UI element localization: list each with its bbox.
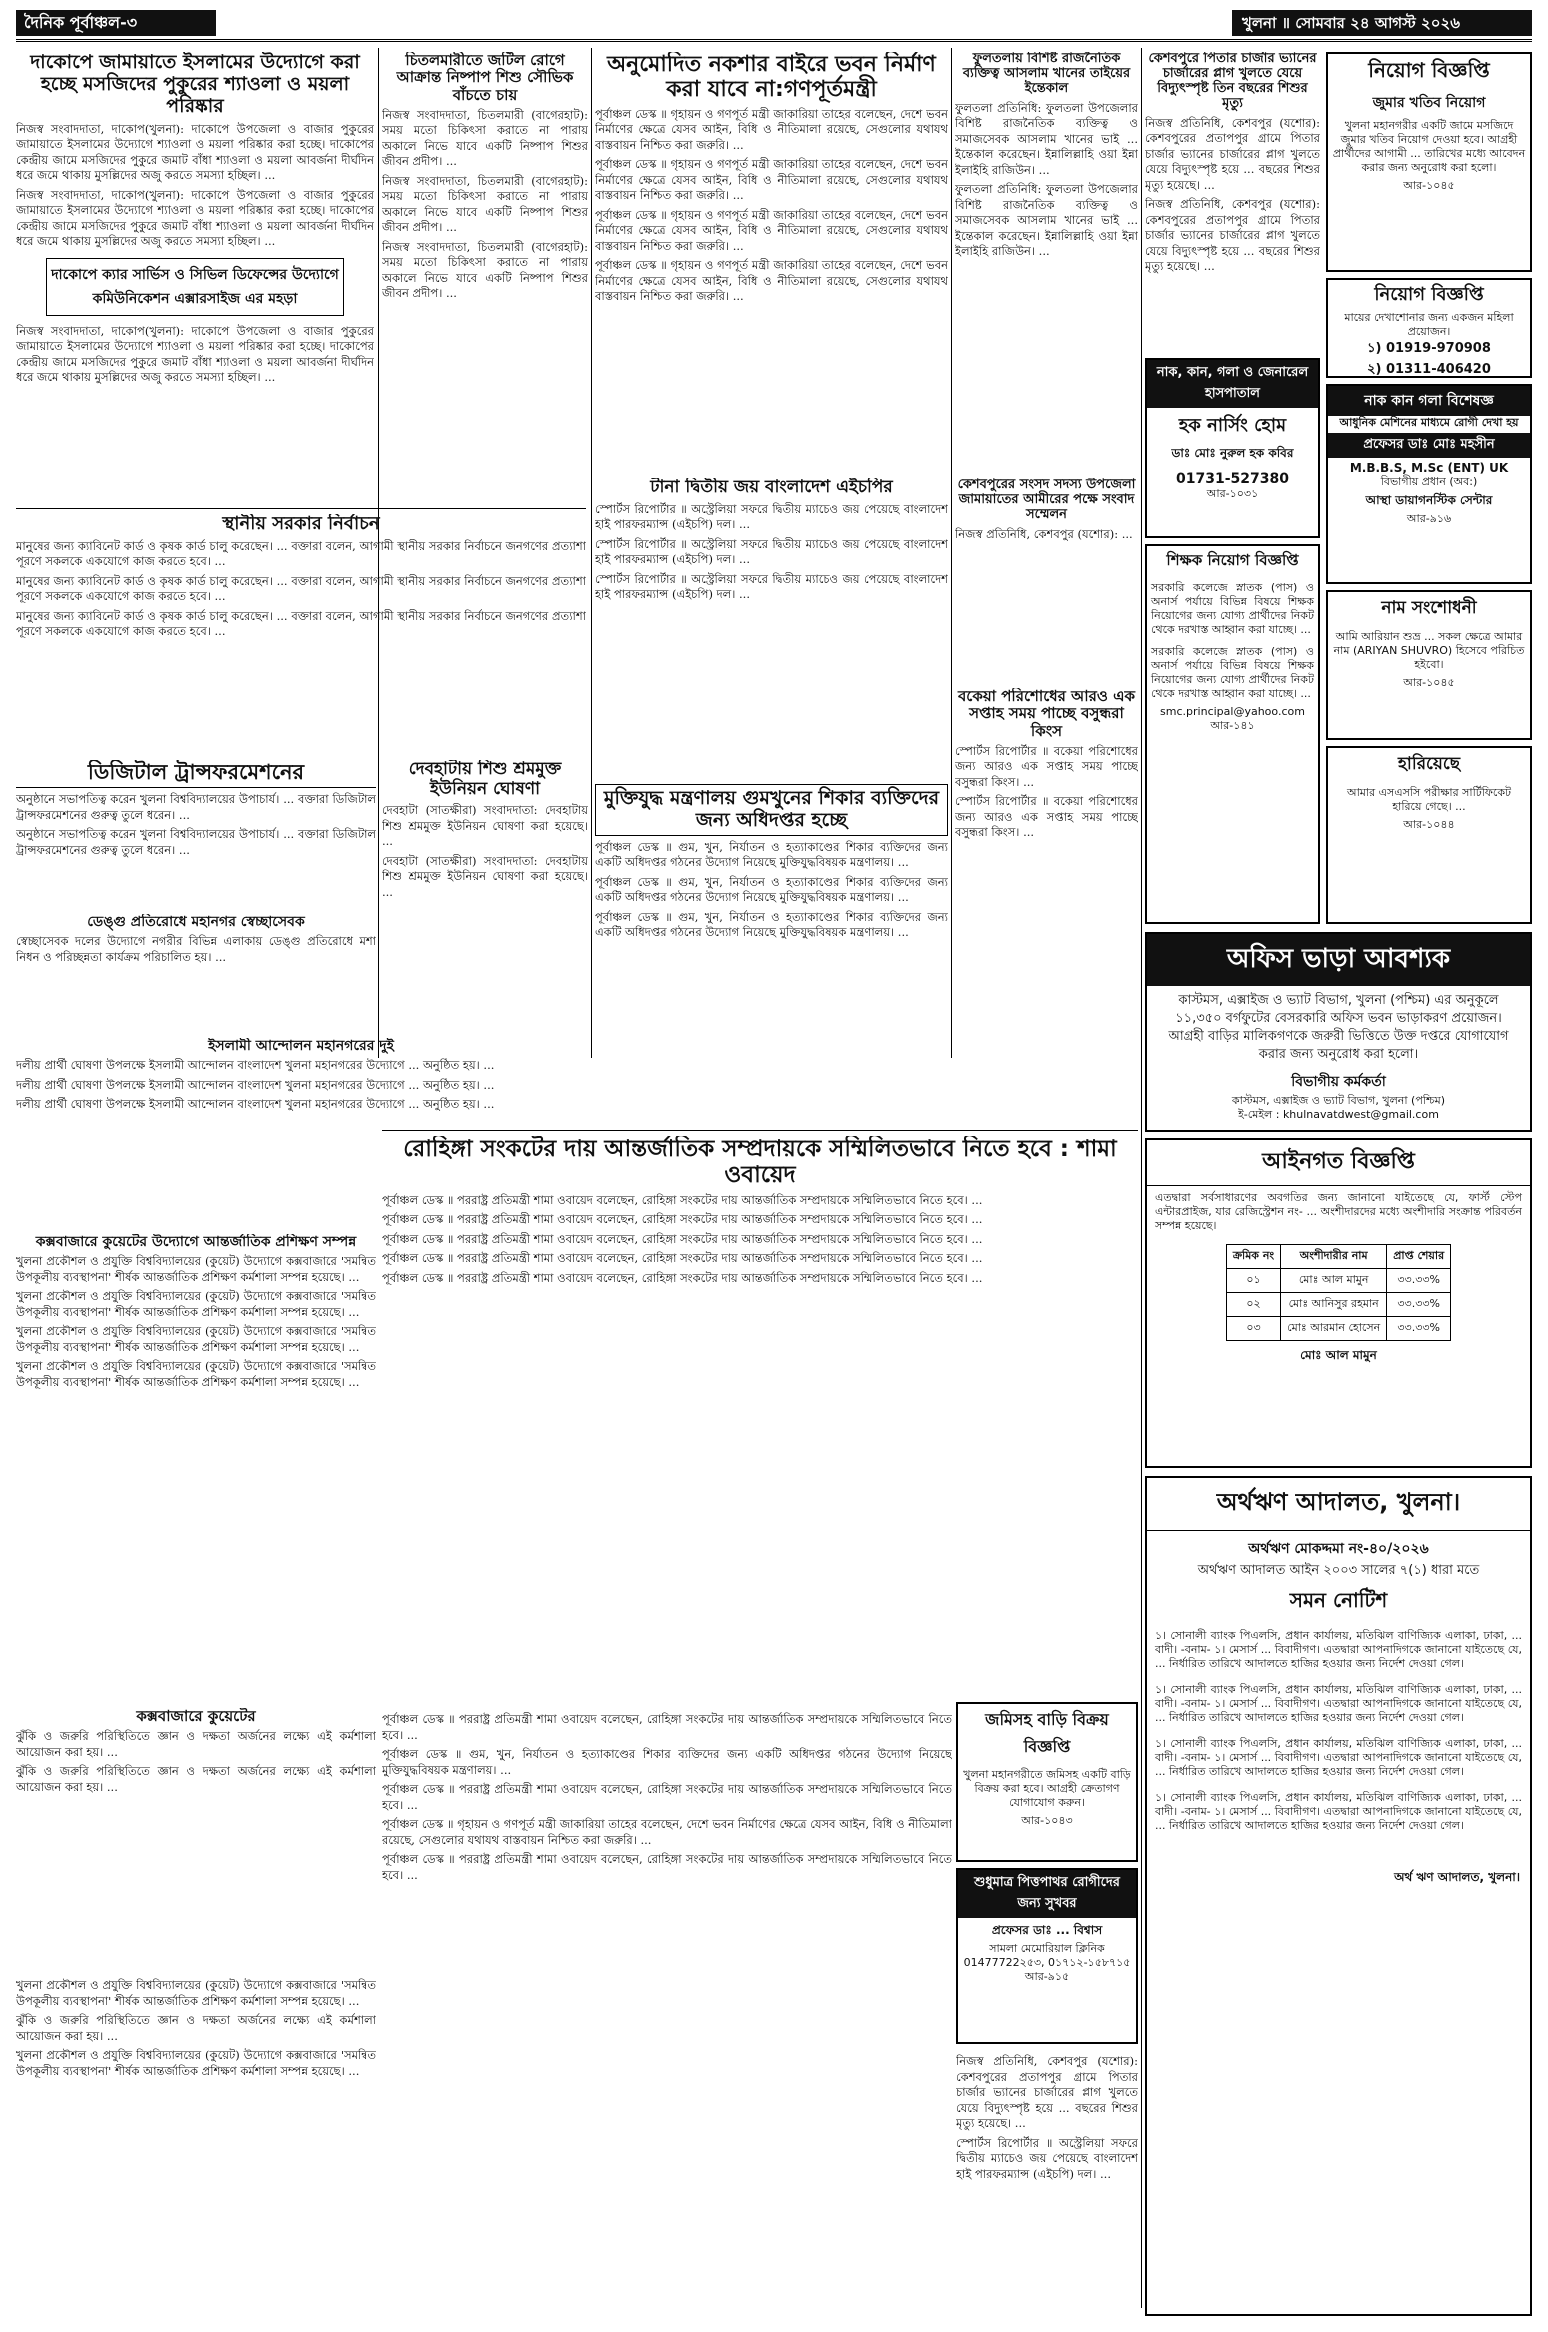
headline: কক্সবাজারে কুয়েটের উদ্যোগে আন্তর্জাতিক প্রশিক্ষণ সম্পন্ন bbox=[35, 1234, 357, 1250]
article-body: নিজস্ব সংবাদদাতা, চিতলমারী (বাগেরহাট): সময় মতো চিকিৎসা করাতে না পারায় অকালে নিভে যাবে একটি নিষ্পাপ শিশুর জীবন প্রদীপ। ... bbox=[382, 239, 588, 301]
ad-title: অফিস ভাড়া আবশ্যক bbox=[1147, 934, 1530, 986]
act-reference: অর্থঋণ আদালত আইন ২০০৩ সালের ৭(১) ধারা মতে bbox=[1197, 1563, 1480, 1578]
article-body: ফুলতলা প্রতিনিধি: ফুলতলা উপজেলার বিশিষ্ট রাজনৈতিক ব্যক্তিত্ব ও সমাজসেবক আসলাম খানের ভাই ... ইন্তেকাল করেছেন। ইন্নালিল্লাহি ওয়া ইন্না ইলাইহি রাজিউন। ... bbox=[955, 182, 1138, 259]
headline: ফুলতলায় বিশিষ্ট রাজনৈতিক ব্যক্তিত্ব আসলাম খানের তাইয়ের ইন্তেকাল bbox=[962, 52, 1131, 96]
center-name: সামলা মেমোরিয়াল ক্লিনিক bbox=[989, 1942, 1105, 1955]
phone: 01477722২৫৩, 0১৭১২-১৫৮৭১৫ bbox=[963, 1956, 1131, 1969]
date-line: খুলনা ॥ সোমবার ২৪ আগস্ট ২০২৬ bbox=[1232, 10, 1532, 36]
article-body: পূর্বাঞ্চল ডেস্ক ॥ পররাষ্ট্র প্রতিমন্ত্রী শামা ওবায়েদ বলেছেন, রোহিঙ্গা সংকটের দায় আন্তর্জাতিক সম্প্রদায়কে সম্মিলিতভাবে নিতে হবে। ... bbox=[382, 1231, 983, 1246]
ad-code: আর-১০৪৫ bbox=[1403, 179, 1455, 192]
subheadline: দাকোপে ক্যার সার্ভিস ও সিভিল ডিফেন্সের উদ্যোগে কমিউনিকেশন এক্সারসাইজ এর মহড়া bbox=[46, 258, 344, 316]
article-body: খুলনা প্রকৌশল ও প্রযুক্তি বিশ্ববিদ্যালয়ের (কুয়েট) উদ্যোগে কক্সবাজারে 'সমন্বিত উপকূলীয় ব্যবস্থাপনা' শীর্ষক আন্তর্জাতিক প্রশিক্ষণ কর্মশালা সম্পন্ন হয়েছে। ... bbox=[16, 1254, 376, 1284]
article-body: পূর্বাঞ্চল ডেস্ক ॥ গৃহায়ন ও গণপূর্ত মন্ত্রী জাকারিয়া তাহের বলেছেন, দেশে ভবন নির্মাণের ক্ষেত্রে যেসব আইন, বিধি ও নীতিমালা রয়েছে, সেগুলোর যথাযথ বাস্তবায়ন নিশ্চিত করা জরুরি। ... bbox=[595, 258, 948, 304]
headline: কেশবপুরের সংসদ সদস্য উপজেলা জামায়াতের আমীরের পক্ষে সংবাদ সম্মেলন bbox=[957, 478, 1136, 522]
ad-niyog-khotib bbox=[1326, 52, 1532, 272]
phone-2: ২) 01311-406420 bbox=[1367, 362, 1491, 377]
headline: অনুমোদিত নকশার বাইরে ভবন নির্মাণ করা যাবে না:গণপূর্তমন্ত্রী bbox=[607, 52, 936, 103]
article-body: নিজস্ব সংবাদদাতা, চিতলমারী (বাগেরহাট): সময় মতো চিকিৎসা করাতে না পারায় অকালে নিভে যাবে একটি নিষ্পাপ শিশুর জীবন প্রদীপ। ... bbox=[382, 173, 588, 235]
ad-naam-songshodhoni bbox=[1326, 590, 1532, 740]
department: বিভাগীয় প্রধান (অব:) bbox=[1380, 475, 1478, 488]
divider bbox=[16, 508, 586, 509]
ad-body: ১। সোনালী ব্যাংক পিএলসি, প্রধান কার্যালয়, মতিঝিল বাণিজ্যিক এলাকা, ঢাকা, ... বাদী। -বনাম- ১। মেসার্স ... বিবাদীগণ। এতদ্বারা আপনাদিগকে জানানো যাইতেছে যে, ... নির্ধারিত তারিখে আদালতে হাজির হওয়ার জন্য নির্দেশ দেওয়া গেল। bbox=[1155, 1791, 1522, 1832]
notice-title: সমন নোটিশ bbox=[1289, 1588, 1388, 1612]
article-body: নিজস্ব সংবাদদাতা, চিতলমারী (বাগেরহাট): সময় মতো চিকিৎসা করাতে না পারায় অকালে নিভে যাবে একটি নিষ্পাপ শিশুর জীবন প্রদীপ। ... bbox=[382, 107, 588, 169]
article-body: নিজস্ব সংবাদদাতা, দাকোপ(খুলনা): দাকোপে উপজেলা ও বাজার পুকুরের জামায়াতে ইসলামের উদ্যোগে শ্যাওলা ও ময়লা পরিষ্কার করা হচ্ছে। দাকোপের কেন্দ্রীয় জামে মসজিদের পুকুরে জমাট বাঁধা শ্যাওলা ও ময়লা আবর্জনা দীর্ঘদিন ধরে জমে থাকায় মুসল্লিদের অজু করতে সমস্যা হচ্ছিল। ... bbox=[16, 323, 374, 385]
article-body: খুলনা প্রকৌশল ও প্রযুক্তি বিশ্ববিদ্যালয়ের (কুয়েট) উদ্যোগে কক্সবাজারে 'সমন্বিত উপকূলীয় ব্যবস্থাপনা' শীর্ষক আন্তর্জাতিক প্রশিক্ষণ কর্মশালা সম্পন্ন হয়েছে। ... bbox=[16, 1289, 376, 1319]
article-body: নিজস্ব প্রতিনিধি, কেশবপুর (যশোর): কেশবপুরের প্রতাপপুর গ্রামে পিতার চার্জার ভ্যানের চার্জারের প্লাগ খুলতে যেয়ে বিদ্যুৎস্পৃষ্ট হয়ে ... বছরের শিশুর মৃত্যু হয়েছে। ... bbox=[1145, 197, 1320, 274]
article-body: পূর্বাঞ্চল ডেস্ক ॥ গৃহায়ন ও গণপূর্ত মন্ত্রী জাকারিয়া তাহের বলেছেন, দেশে ভবন নির্মাণের ক্ষেত্রে যেসব আইন, বিধি ও নীতিমালা রয়েছে, সেগুলোর যথাযথ বাস্তবায়ন নিশ্চিত করা জরুরি। ... bbox=[595, 157, 948, 203]
divider bbox=[382, 1130, 1138, 1131]
article-phultala bbox=[955, 52, 1138, 272]
article-body: পূর্বাঞ্চল ডেস্ক ॥ পররাষ্ট্র প্রতিমন্ত্রী শামা ওবায়েদ বলেছেন, রোহিঙ্গা সংকটের দায় আন্তর্জাতিক সম্প্রদায়কে সম্মিলিতভাবে নিতে হবে। ... bbox=[382, 1212, 983, 1227]
article-body: স্পোর্টস রিপোর্টার ॥ অস্ট্রেলিয়া সফরে দ্বিতীয় ম্যাচেও জয় পেয়েছে বাংলাদেশ হাই পারফরম্যান্স (এইচপি) দল। ... bbox=[595, 501, 948, 532]
article-rohingya bbox=[382, 1136, 1138, 1696]
ad-title: জমিসহ বাড়ি বিক্রয় বিজ্ঞপ্তি bbox=[985, 1710, 1109, 1756]
ad-title: অর্থঋণ আদালত, খুলনা। bbox=[1147, 1478, 1530, 1531]
page-label: দৈনিক পূর্বাঞ্চল-৩ bbox=[16, 10, 216, 36]
ad-body: ১। সোনালী ব্যাংক পিএলসি, প্রধান কার্যালয়, মতিঝিল বাণিজ্যিক এলাকা, ঢাকা, ... বাদী। -বনাম- ১। মেসার্স ... বিবাদীগণ। এতদ্বারা আপনাদিগকে জানানো যাইতেছে যে, ... নির্ধারিত তারিখে আদালতে হাজির হওয়ার জন্য নির্দেশ দেওয়া গেল। bbox=[1155, 1629, 1522, 1670]
ad-code: আর-১০৪৫ bbox=[1403, 676, 1455, 689]
ad-body: খুলনা মহানগরীর একটি জামে মসজিদে জুমার খতিব নিয়োগ দেওয়া হবে। আগ্রহী প্রার্থীদের আগামী ... তারিখের মধ্যে আবেদন করার জন্য অনুরোধ করা হলো। bbox=[1332, 119, 1526, 174]
ad-hoque-nursing bbox=[1145, 358, 1320, 538]
article-body: পূর্বাঞ্চল ডেস্ক ॥ পররাষ্ট্র প্রতিমন্ত্রী শামা ওবায়েদ বলেছেন, রোহিঙ্গা সংকটের দায় আন্তর্জাতিক সম্প্রদায়কে সম্মিলিতভাবে নিতে হবে। ... bbox=[382, 1852, 952, 1882]
ad-niyog-mohila bbox=[1326, 278, 1532, 378]
article-digital bbox=[16, 760, 376, 910]
article-body: পূর্বাঞ্চল ডেস্ক ॥ গুম, খুন, নির্যাতন ও হত্যাকাণ্ডের শিকার ব্যক্তিদের জন্য একটি অধিদপ্তর গঠনের উদ্যোগ নিয়েছে মুক্তিযুদ্ধবিষয়ক মন্ত্রণালয়। ... bbox=[595, 909, 948, 940]
article-rohingya-cont bbox=[382, 1708, 952, 2308]
article-body: পূর্বাঞ্চল ডেস্ক ॥ পররাষ্ট্র প্রতিমন্ত্রী শামা ওবায়েদ বলেছেন, রোহিঙ্গা সংকটের দায় আন্তর্জাতিক সম্প্রদায়কে সম্মিলিতভাবে নিতে হবে। ... bbox=[382, 1782, 952, 1812]
ad-code: আর-৯১৬ bbox=[1406, 512, 1452, 525]
table-header: প্রাপ্ত শেয়ার bbox=[1387, 1245, 1451, 1269]
article-body: দেবহাটা (সাতক্ষীরা) সংবাদদাতা: দেবহাটায় শিশু শ্রমমুক্ত ইউনিয়ন ঘোষণা করা হয়েছে। ... bbox=[382, 853, 588, 899]
ad-code: আর-১০৪৪ bbox=[1403, 818, 1455, 831]
ad-legal-notice bbox=[1145, 1138, 1532, 1468]
article-body: স্পোর্টস রিপোর্টার ॥ অস্ট্রেলিয়া সফরে দ্বিতীয় ম্যাচেও জয় পেয়েছে বাংলাদেশ হাই পারফরম্যান্স (এইচপি) দল। ... bbox=[956, 2135, 1138, 2181]
table-cell: মোঃ আনিসুর রহমান bbox=[1281, 1293, 1387, 1317]
article-body: স্বেচ্ছাসেবক দলের উদ্যোগে নগরীর বিভিন্ন এলাকায় ডেঙ্গু প্রতিরোধে মশা নিধন ও পরিচ্ছন্নতা কার্যক্রম পরিচালিত হয়। ... bbox=[16, 934, 376, 964]
article-body: পূর্বাঞ্চল ডেস্ক ॥ গুম, খুন, নির্যাতন ও হত্যাকাণ্ডের শিকার ব্যক্তিদের জন্য একটি অধিদপ্তর গঠনের উদ্যোগ নিয়েছে মুক্তিযুদ্ধবিষয়ক মন্ত্রণালয়। ... bbox=[595, 839, 948, 870]
headline: রোহিঙ্গা সংকটের দায় আন্তর্জাতিক সম্প্রদায়কে সম্মিলিতভাবে নিতে হবে : শামা ওবায়েদ bbox=[403, 1136, 1117, 1189]
ad-body: ১। সোনালী ব্যাংক পিএলসি, প্রধান কার্যালয়, মতিঝিল বাণিজ্যিক এলাকা, ঢাকা, ... বাদী। -বনাম- ১। মেসার্স ... বিবাদীগণ। এতদ্বারা আপনাদিগকে জানানো যাইতেছে যে, ... নির্ধারিত তারিখে আদালতে হাজির হওয়ার জন্য নির্দেশ দেওয়া গেল। bbox=[1155, 1683, 1522, 1724]
article-body: পূর্বাঞ্চল ডেস্ক ॥ পররাষ্ট্র প্রতিমন্ত্রী শামা ওবায়েদ বলেছেন, রোহিঙ্গা সংকটের দায় আন্তর্জাতিক সম্প্রদায়কে সম্মিলিতভাবে নিতে হবে। ... bbox=[382, 1712, 952, 1742]
ad-code: আর-১০৩১ bbox=[1206, 487, 1259, 500]
article-body: নিজস্ব সংবাদদাতা, দাকোপ(খুলনা): দাকোপে উপজেলা ও বাজার পুকুরের জামায়াতে ইসলামের উদ্যোগে শ্যাওলা ও ময়লা পরিষ্কার করা হচ্ছে। দাকোপের কেন্দ্রীয় জামে মসজিদের পুকুরে জমাট বাঁধা শ্যাওলা ও ময়লা আবর্জনা দীর্ঘদিন ধরে জমে থাকায় মুসল্লিদের অজু করতে সমস্যা হচ্ছিল। ... bbox=[16, 187, 374, 249]
ad-body: খুলনা মহানগরীতে জমিসহ একটি বাড়ি বিক্রয় করা হবে। আগ্রহী ক্রেতাগণ যোগাযোগ করুন। bbox=[963, 1768, 1131, 1809]
article-body: নিজস্ব সংবাদদাতা, দাকোপ(খুলনা): দাকোপে উপজেলা ও বাজার পুকুরের জামায়াতে ইসলামের উদ্যোগে শ্যাওলা ও ময়লা পরিষ্কার করা হচ্ছে। দাকোপের কেন্দ্রীয় জামে মসজিদের পুকুরে জমাট বাঁধা শ্যাওলা ও ময়লা আবর্জনা দীর্ঘদিন ধরে জমে থাকায় মুসল্লিদের অজু করতে সমস্যা হচ্ছিল। ... bbox=[16, 121, 374, 183]
table-cell: মোঃ আরমান হোসেন bbox=[1281, 1317, 1387, 1341]
article-body: স্পোর্টস রিপোর্টার ॥ অস্ট্রেলিয়া সফরে দ্বিতীয় ম্যাচেও জয় পেয়েছে বাংলাদেশ হাই পারফরম্যান্স (এইচপি) দল। ... bbox=[595, 571, 948, 602]
table-row bbox=[1226, 1293, 1450, 1317]
ad-subtitle: জুমার খতিব নিয়োগ bbox=[1372, 95, 1486, 111]
article-body: পূর্বাঞ্চল ডেস্ক ॥ গুম, খুন, নির্যাতন ও হত্যাকাণ্ডের শিকার ব্যক্তিদের জন্য একটি অধিদপ্তর গঠনের উদ্যোগ নিয়েছে মুক্তিযুদ্ধবিষয়ক মন্ত্রণালয়। ... bbox=[382, 1747, 952, 1777]
article-body: দেবহাটা (সাতক্ষীরা) সংবাদদাতা: দেবহাটায় শিশু শ্রমমুক্ত ইউনিয়ন ঘোষণা করা হয়েছে। ... bbox=[382, 803, 588, 849]
ad-body: ১। সোনালী ব্যাংক পিএলসি, প্রধান কার্যালয়, মতিঝিল বাণিজ্যিক এলাকা, ঢাকা, ... বাদী। -বনাম- ১। মেসার্স ... বিবাদীগণ। এতদ্বারা আপনাদিগকে জানানো যাইতেছে যে, ... নির্ধারিত তারিখে আদালতে হাজির হওয়ার জন্য নির্দেশ দেওয়া গেল। bbox=[1155, 1737, 1522, 1778]
article-body: পূর্বাঞ্চল ডেস্ক ॥ গৃহায়ন ও গণপূর্ত মন্ত্রী জাকারিয়া তাহের বলেছেন, দেশে ভবন নির্মাণের ক্ষেত্রে যেসব আইন, বিধি ও নীতিমালা রয়েছে, সেগুলোর যথাযথ বাস্তবায়ন নিশ্চিত করা জরুরি। ... bbox=[382, 1817, 952, 1847]
ad-subtitle: আধুনিক মেশিনের মাধ্যমে রোগী দেখা হয় bbox=[1339, 416, 1519, 429]
article-body: স্পোর্টস রিপোর্টার ॥ অস্ট্রেলিয়া সফরে দ্বিতীয় ম্যাচেও জয় পেয়েছে বাংলাদেশ হাই পারফরম্যান্স (এইচপি) দল। ... bbox=[595, 536, 948, 567]
article-body: স্পোর্টস রিপোর্টার ॥ বকেয়া পরিশোধের জন্য আরও এক সপ্তাহ সময় পাচ্ছে বসুন্ধরা কিংস। ... bbox=[955, 743, 1138, 789]
article-body: ঝুঁকি ও জরুরি পরিস্থিতিতে জ্ঞান ও দক্ষতা অর্জনের লক্ষ্যে এই কর্মশালা আয়োজন করা হয়। ... bbox=[16, 2013, 376, 2043]
article-keshabpur bbox=[1145, 52, 1320, 352]
ad-title: নাক, কান, গলা ও জেনারেল হাসপাতাল bbox=[1147, 360, 1318, 408]
article-coxs-2 bbox=[16, 1708, 376, 1968]
article-body: অনুষ্ঠানে সভাপতিত্ব করেন খুলনা বিশ্ববিদ্যালয়ের উপাচার্য। ... বক্তারা ডিজিটাল ট্রান্সফরমেশনের গুরুত্ব তুলে ধরেন। ... bbox=[16, 827, 376, 857]
doctor-name: প্রফেসর ডাঃ মোঃ মহসীন bbox=[1328, 433, 1530, 458]
newspaper-page bbox=[16, 8, 1532, 2324]
ad-jomi-bari bbox=[956, 1702, 1138, 1862]
headline: বকেয়া পরিশোধের আরও এক সপ্তাহ সময় পাচ্ছে বসুন্ধরা কিংস bbox=[957, 688, 1136, 740]
article-body: খুলনা প্রকৌশল ও প্রযুক্তি বিশ্ববিদ্যালয়ের (কুয়েট) উদ্যোগে কক্সবাজারে 'সমন্বিত উপকূলীয় ব্যবস্থাপনা' শীর্ষক আন্তর্জাতিক প্রশিক্ষণ কর্মশালা সম্পন্ন হয়েছে। ... bbox=[16, 2048, 376, 2078]
ad-title: নিয়োগ বিজ্ঞপ্তি bbox=[1374, 284, 1484, 305]
article-misc bbox=[956, 2050, 1138, 2314]
article-body: অনুষ্ঠানে সভাপতিত্ব করেন খুলনা বিশ্ববিদ্যালয়ের উপাচার্য। ... বক্তারা ডিজিটাল ট্রান্সফরমেশনের গুরুত্ব তুলে ধরেন। ... bbox=[16, 792, 376, 822]
headline: দেবহাটায় শিশু শ্রমমুক্ত ইউনিয়ন ঘোষণা bbox=[408, 760, 562, 799]
ad-pittopathor bbox=[956, 1868, 1138, 2044]
table-header: অংশীদারীর নাম bbox=[1281, 1245, 1387, 1269]
masthead bbox=[16, 8, 1532, 42]
article-dacope bbox=[16, 52, 374, 502]
headline: চিতলমারীতে জটিল রোগে আক্রান্ত নিষ্পাপ শিশু সৌভিক বাঁচতে চায় bbox=[396, 52, 574, 104]
ad-title: নাক কান গলা বিশেষজ্ঞ bbox=[1328, 386, 1530, 416]
doctor-name: ডাঃ মোঃ নুরুল হক কবির bbox=[1171, 446, 1294, 460]
article-body: দলীয় প্রার্থী ঘোষণা উপলক্ষে ইসলামী আন্দোলন বাংলাদেশ খুলনা মহানগরের উদ্যোগে ... অনুষ্ঠিত হয়। ... bbox=[16, 1058, 495, 1073]
article-body: মানুষের জন্য ক্যাবিনেট কার্ড ও কৃষক কার্ড চালু করেছেন। ... বক্তারা বলেন, আগামী স্থানীয় সরকার নির্বাচনে জনগণের প্রত্যাশা পূরণে সকলকে একযোগে কাজ করতে হবে। ... bbox=[16, 538, 586, 569]
email: smc.principal@yahoo.com bbox=[1160, 705, 1305, 718]
table-cell: মোঃ আল মামুন bbox=[1281, 1269, 1387, 1293]
article-body: খুলনা প্রকৌশল ও প্রযুক্তি বিশ্ববিদ্যালয়ের (কুয়েট) উদ্যোগে কক্সবাজারে 'সমন্বিত উপকূলীয় ব্যবস্থাপনা' শীর্ষক আন্তর্জাতিক প্রশিক্ষণ কর্মশালা সম্পন্ন হয়েছে। ... bbox=[16, 1324, 376, 1354]
article-body: স্পোর্টস রিপোর্টার ॥ বকেয়া পরিশোধের জন্য আরও এক সপ্তাহ সময় পাচ্ছে বসুন্ধরা কিংস। ... bbox=[955, 794, 1138, 840]
ad-body: আমার এসএসসি পরীক্ষার সার্টিফিকেট হারিয়ে গেছে। ... bbox=[1346, 786, 1512, 813]
article-body: পূর্বাঞ্চল ডেস্ক ॥ পররাষ্ট্র প্রতিমন্ত্রী শামা ওবায়েদ বলেছেন, রোহিঙ্গা সংকটের দায় আন্তর্জাতিক সম্প্রদায়কে সম্মিলিতভাবে নিতে হবে। ... bbox=[382, 1270, 983, 1285]
ad-title: শিক্ষক নিয়োগ বিজ্ঞপ্তি bbox=[1166, 551, 1299, 569]
ad-title: নাম সংশোধনী bbox=[1381, 598, 1477, 618]
ad-title: শুধুমাত্র পিত্তপাথর রোগীদের জন্য সুখবর bbox=[958, 1870, 1136, 1918]
case-number: অর্থঋণ মোকদ্দমা নং-৪০/২০২৬ bbox=[1248, 1541, 1429, 1557]
article-body: পূর্বাঞ্চল ডেস্ক ॥ গুম, খুন, নির্যাতন ও হত্যাকাণ্ডের শিকার ব্যক্তিদের জন্য একটি অধিদপ্তর গঠনের উদ্যোগ নিয়েছে মুক্তিযুদ্ধবিষয়ক মন্ত্রণালয়। ... bbox=[595, 874, 948, 905]
headline: টানা দ্বিতীয় জয় বাংলাদেশ এইচপির bbox=[650, 478, 893, 497]
article-body: নিজস্ব প্রতিনিধি, কেশবপুর (যশোর): কেশবপুরের প্রতাপপুর গ্রামে পিতার চার্জার ভ্যানের চার্জারের প্লাগ খুলতে যেয়ে বিদ্যুৎস্পৃষ্ট হয়ে ... বছরের শিশুর মৃত্যু হয়েছে। ... bbox=[1145, 115, 1320, 192]
ad-body: মায়ের দেখাশোনার জন্য একজন মহিলা প্রয়োজন। bbox=[1344, 311, 1514, 338]
article-muktijuddho bbox=[595, 784, 948, 1124]
column-rule bbox=[1141, 48, 1142, 2308]
degree: M.B.B.S, M.Sc (ENT) UK bbox=[1349, 461, 1509, 475]
article-debhata bbox=[382, 760, 588, 1010]
article-body: পূর্বাঞ্চল ডেস্ক ॥ পররাষ্ট্র প্রতিমন্ত্রী শামা ওবায়েদ বলেছেন, রোহিঙ্গা সংকটের দায় আন্তর্জাতিক সম্প্রদায়কে সম্মিলিতভাবে নিতে হবে। ... bbox=[382, 1192, 983, 1207]
article-bokeya bbox=[955, 688, 1138, 1048]
department: কাস্টমস, এক্সাইজ ও ভ্যাট বিভাগ, খুলনা (পশ্চিম) bbox=[1231, 1094, 1446, 1107]
article-coxs bbox=[16, 1234, 376, 1704]
article-body: পূর্বাঞ্চল ডেস্ক ॥ গৃহায়ন ও গণপূর্ত মন্ত্রী জাকারিয়া তাহের বলেছেন, দেশে ভবন নির্মাণের ক্ষেত্রে যেসব আইন, বিধি ও নীতিমালা রয়েছে, সেগুলোর যথাযথ বাস্তবায়ন নিশ্চিত করা জরুরি। ... bbox=[595, 207, 948, 253]
email: ই-মেইল : khulnavatdwest@gmail.com bbox=[1238, 1108, 1439, 1121]
ad-name: হক নার্সিং হোম bbox=[1178, 415, 1287, 436]
ad-body: সরকারি কলেজে স্নাতক (পাস) ও অনার্স পর্যায়ে বিভিন্ন বিষয়ে শিক্ষক নিয়োগের জন্য যোগ্য প্রার্থীদের নিকট থেকে দরখাস্ত আহ্বান করা যাচ্ছে। ... bbox=[1151, 581, 1314, 636]
article-body: খুলনা প্রকৌশল ও প্রযুক্তি বিশ্ববিদ্যালয়ের (কুয়েট) উদ্যোগে কক্সবাজারে 'সমন্বিত উপকূলীয় ব্যবস্থাপনা' শীর্ষক আন্তর্জাতিক প্রশিক্ষণ কর্মশালা সম্পন্ন হয়েছে। ... bbox=[16, 1359, 376, 1389]
court-footer: অর্থ ঋণ আদালত, খুলনা। bbox=[1394, 1870, 1520, 1884]
article-body: পূর্বাঞ্চল ডেস্ক ॥ গৃহায়ন ও গণপূর্ত মন্ত্রী জাকারিয়া তাহের বলেছেন, দেশে ভবন নির্মাণের ক্ষেত্রে যেসব আইন, বিধি ও নীতিমালা রয়েছে, সেগুলোর যথাযথ বাস্তবায়ন নিশ্চিত করা জরুরি। ... bbox=[595, 106, 948, 152]
phone: 01731-527380 bbox=[1176, 471, 1289, 487]
headline: মুক্তিযুদ্ধ মন্ত্রণালয় গুমখুনের শিকার ব্যক্তিদের জন্য অধিদপ্তর হচ্ছে bbox=[595, 784, 948, 836]
article-body: ঝুঁকি ও জরুরি পরিস্থিতিতে জ্ঞান ও দক্ষতা অর্জনের লক্ষ্যে এই কর্মশালা আয়োজন করা হয়। ... bbox=[16, 1764, 376, 1794]
column-rule bbox=[591, 48, 592, 1058]
phone-1: ১) 01919-970908 bbox=[1367, 341, 1491, 356]
article-sthanio bbox=[16, 514, 586, 754]
ad-hariyeche bbox=[1326, 746, 1532, 924]
ad-shikkhok-niyog bbox=[1145, 544, 1320, 924]
signer: মোঃ আল মামুন bbox=[1300, 1348, 1377, 1362]
article-body: পূর্বাঞ্চল ডেস্ক ॥ পররাষ্ট্র প্রতিমন্ত্রী শামা ওবায়েদ বলেছেন, রোহিঙ্গা সংকটের দায় আন্তর্জাতিক সম্প্রদায়কে সম্মিলিতভাবে নিতে হবে। ... bbox=[382, 1251, 983, 1266]
table-cell: ৩৩.৩৩% bbox=[1387, 1317, 1451, 1341]
ad-title: আইনগত বিজ্ঞপ্তি bbox=[1147, 1140, 1530, 1186]
ad-office-rent bbox=[1145, 932, 1532, 1132]
headline: কেশবপুরে পিতার চার্জার ভ্যানের চার্জারের প্লাগ খুলতে যেয়ে বিদ্যুৎস্পৃষ্ট তিন বছরের শিশুর মৃত্যু bbox=[1148, 52, 1317, 111]
article-keshabpur-2 bbox=[955, 478, 1138, 678]
table-cell: ৩৩.৩৩% bbox=[1387, 1293, 1451, 1317]
table-cell: ০১ bbox=[1226, 1269, 1280, 1293]
article-body: নিজস্ব প্রতিনিধি, কেশবপুর (যশোর): ... bbox=[955, 526, 1133, 541]
article-tana bbox=[595, 478, 948, 778]
article-coxs-3 bbox=[16, 1974, 376, 2314]
ad-title: হারিয়েছে bbox=[1397, 754, 1461, 774]
headline: ডিজিটাল ট্রান্সফরমেশনের bbox=[16, 760, 376, 788]
signer: বিভাগীয় কর্মকর্তা bbox=[1291, 1074, 1386, 1090]
article-body: নিজস্ব প্রতিনিধি, কেশবপুর (যশোর): কেশবপুরের প্রতাপপুর গ্রামে পিতার চার্জার ভ্যানের চার্জারের প্লাগ খুলতে যেয়ে বিদ্যুৎস্পৃষ্ট হয়ে ... বছরের শিশুর মৃত্যু হয়েছে। ... bbox=[956, 2054, 1138, 2130]
ad-code: আর-১০৪৩ bbox=[1021, 1814, 1073, 1827]
share-table bbox=[1226, 1244, 1451, 1341]
table-cell: ০৩ bbox=[1226, 1317, 1280, 1341]
ad-body: এতদ্বারা সর্বসাধারণের অবগতির জন্য জানানো যাইতেছে যে, ফার্স্ট স্টেপ এন্টারপ্রাইজ, যার রেজিস্ট্রেশন নং- ... অংশীদারদের মধ্যে অংশীদারি সংক্রান্ত পরিবর্তন সম্পন্ন হয়েছে। bbox=[1155, 1191, 1522, 1232]
article-body: দলীয় প্রার্থী ঘোষণা উপলক্ষে ইসলামী আন্দোলন বাংলাদেশ খুলনা মহানগরের উদ্যোগে ... অনুষ্ঠিত হয়। ... bbox=[16, 1097, 495, 1112]
headline: স্থানীয় সরকার নির্বাচন bbox=[222, 514, 380, 534]
headline: কক্সবাজারে কুয়েটের bbox=[136, 1708, 256, 1725]
article-body: ঝুঁকি ও জরুরি পরিস্থিতিতে জ্ঞান ও দক্ষতা অর্জনের লক্ষ্যে এই কর্মশালা আয়োজন করা হয়। ... bbox=[16, 1729, 376, 1759]
ad-body: কাস্টমস, এক্সাইজ ও ভ্যাট বিভাগ, খুলনা (পশ্চিম) এর অনুকূলে ১১,৩৫০ বর্গফুটের বেসরকারি অফিস ভবন ভাড়াকরণ প্রয়োজন। আগ্রহী বাড়ির মালিকগণকে জরুরী ভিত্তিতে উক্ত দপ্তরে যোগাযোগ করার জন্য অনুরোধ করা হলো। bbox=[1168, 993, 1509, 1062]
table-cell: ০২ bbox=[1226, 1293, 1280, 1317]
article-chitalmari bbox=[382, 52, 588, 412]
column-rule bbox=[951, 48, 952, 1058]
ad-naak-kaan bbox=[1326, 384, 1532, 584]
ad-court-summons bbox=[1145, 1476, 1532, 2316]
article-body: মানুষের জন্য ক্যাবিনেট কার্ড ও কৃষক কার্ড চালু করেছেন। ... বক্তারা বলেন, আগামী স্থানীয় সরকার নির্বাচনে জনগণের প্রত্যাশা পূরণে সকলকে একযোগে কাজ করতে হবে। ... bbox=[16, 573, 586, 604]
ad-code: আর-৯১৫ bbox=[1024, 1970, 1070, 1983]
article-body: দলীয় প্রার্থী ঘোষণা উপলক্ষে ইসলামী আন্দোলন বাংলাদেশ খুলনা মহানগরের উদ্যোগে ... অনুষ্ঠিত হয়। ... bbox=[16, 1077, 495, 1092]
ad-body: আমি আরিয়ান শুভ্র ... সকল ক্ষেত্রে আমার নাম (ARIYAN SHUVRO) হিসেবে পরিচিত হইবো। bbox=[1333, 630, 1525, 671]
table-row bbox=[1226, 1269, 1450, 1293]
ad-body: সরকারি কলেজে স্নাতক (পাস) ও অনার্স পর্যায়ে বিভিন্ন বিষয়ে শিক্ষক নিয়োগের জন্য যোগ্য প্রার্থীদের নিকট থেকে দরখাস্ত আহ্বান করা যাচ্ছে। ... bbox=[1151, 645, 1314, 700]
ad-code: আর-১৪১ bbox=[1210, 719, 1255, 732]
doctor-name: প্রফেসর ডাঃ ... বিশ্বাস bbox=[991, 1923, 1103, 1937]
headline: দাকোপে জামায়াতে ইসলামের উদ্যোগে করা হচ্ছে মসজিদের পুকুরের শ্যাওলা ও ময়লা পরিষ্কার bbox=[30, 52, 360, 117]
table-header: ক্রমিক নং bbox=[1226, 1245, 1280, 1269]
center-name: আস্থা ডায়াগনস্টিক সেন্টার bbox=[1365, 493, 1493, 507]
article-body: খুলনা প্রকৌশল ও প্রযুক্তি বিশ্ববিদ্যালয়ের (কুয়েট) উদ্যোগে কক্সবাজারে 'সমন্বিত উপকূলীয় ব্যবস্থাপনা' শীর্ষক আন্তর্জাতিক প্রশিক্ষণ কর্মশালা সম্পন্ন হয়েছে। ... bbox=[16, 1978, 376, 2008]
article-bhabon bbox=[595, 52, 948, 472]
headline: ডেঙ্গু প্রতিরোধে মহানগর স্বেচ্ছাসেবক bbox=[87, 914, 305, 930]
table-row bbox=[1226, 1317, 1450, 1341]
article-dengue bbox=[16, 914, 376, 1034]
table-cell: ৩৩.৩৩% bbox=[1387, 1269, 1451, 1293]
headline: ইসলামী আন্দোলন মহানগরের দুই bbox=[208, 1038, 394, 1054]
article-body: ফুলতলা প্রতিনিধি: ফুলতলা উপজেলার বিশিষ্ট রাজনৈতিক ব্যক্তিত্ব ও সমাজসেবক আসলাম খানের ভাই ... ইন্তেকাল করেছেন। ইন্নালিল্লাহি ওয়া ইন্না ইলাইহি রাজিউন। ... bbox=[955, 100, 1138, 177]
article-body: মানুষের জন্য ক্যাবিনেট কার্ড ও কৃষক কার্ড চালু করেছেন। ... বক্তারা বলেন, আগামী স্থানীয় সরকার নির্বাচনে জনগণের প্রত্যাশা পূরণে সকলকে একযোগে কাজ করতে হবে। ... bbox=[16, 608, 586, 639]
ad-title: নিয়োগ বিজ্ঞপ্তি bbox=[1368, 58, 1490, 82]
